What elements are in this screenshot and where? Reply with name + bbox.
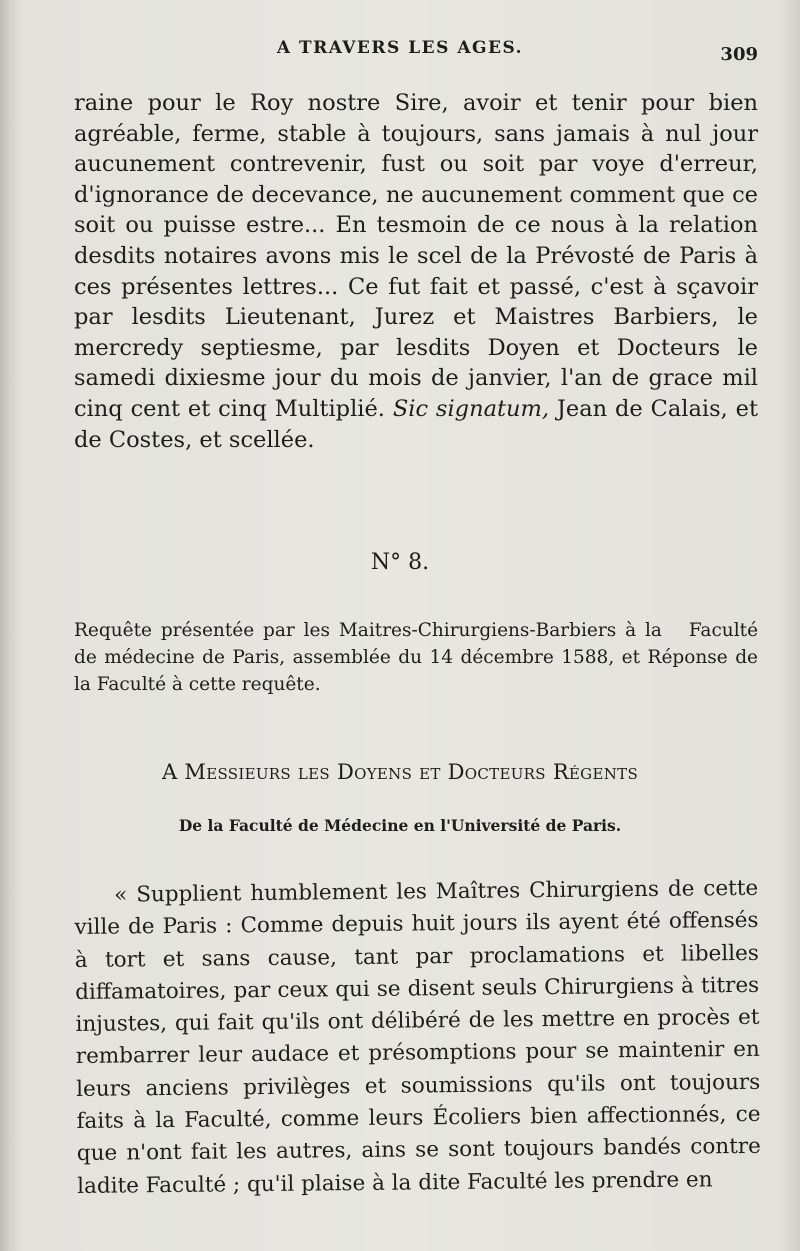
petition-paragraph [74,873,761,1203]
paragraph-1-text: raine pour le Roy nostre Sire, avoir et tenir pour bien agréable, ferme, stable à toujours, sans jamais à nul jour aucunement contrevenir, fust ou soit par voye d'erreur, d'ignorance de decevance, ne aucunement comment que ce soit ou puisse estre... En tesmoin de ce nous à la relation desdits notaires avons mis le scel de la Prévosté de Paris à ces présentes lettres... Ce fut fait et passé, c'est à sçavoir par lesdits Lieutenant, Jurez et Maistres Barbiers, le mercredy septiesme, par lesdits Doyen et Docteurs le samedi dixiesme jour du mois de janvier, l'an de grace mil cinq cent et cinq Multiplié. [74,90,758,422]
paragraph-1-italic: Sic signatum, [392,395,550,422]
page-number: 309 [720,44,758,65]
address-heading: A Messieurs les Doyens et Docteurs Régents [161,760,639,784]
running-title: A TRAVERS LES AGES. [276,38,524,58]
summary-line-1: Requête présentée par les Maitres-Chirurgiens-Barbiers à la [74,620,662,641]
section-number: N° 8. [370,550,430,575]
section-summary [74,617,758,698]
summary-line-2: Faculté de médecine de Paris, assemblée du 14 décembre 1588, et Réponse de la Faculté à cette requête. [74,620,759,695]
paragraph-continuation [74,88,758,455]
petition-text: « Supplient humblement les Maîtres Chirurgiens de cette ville de Paris : Comme depuis huit jours ils ayent été offensés à tort et sans cause, tant par proclamations et libelles diffamatoires, par ceux qui se disent seuls Chirurgiens à titres injustes, qui fait qu'ils ont délibéré de les mettre en procès et rembarrer leur audace et présomptions pour se maintenir en leurs anciens privilèges et soumissions qu'ils ont toujours faits à la Faculté, comme leurs Écoliers bien affectionnés, ce que n'ont fait les autres, ains se sont toujours bandés contre ladite Faculté ; qu'il plaise à la dite Faculté les prendre en [74,875,761,1199]
page-header [0,38,800,68]
paragraph-1-end: Jean de Calais, et de Costes, et scellée. [74,395,759,453]
address-subheading: De la Faculté de Médecine en l'Université de Paris. [178,816,622,835]
